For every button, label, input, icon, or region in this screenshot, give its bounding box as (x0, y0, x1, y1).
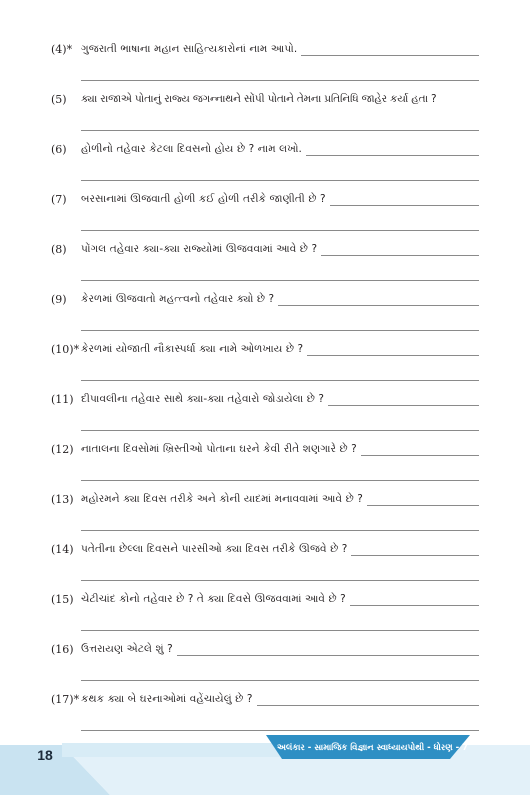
answer-line[interactable] (350, 593, 479, 606)
question-7 (51, 188, 479, 238)
question-number: (12) (51, 443, 74, 456)
question-text: કથક ક્યા બે ઘરનાઓમાં વહેંચાયેલું છે ? (81, 693, 253, 705)
question-6 (51, 138, 479, 188)
question-13 (51, 488, 479, 538)
question-text: હોળીનો તહેવાર કેટલા દિવસનો હોય છે ? નામ લખો. (81, 143, 302, 155)
answer-line[interactable] (81, 80, 479, 81)
answer-line[interactable] (81, 730, 479, 731)
answer-line[interactable] (81, 130, 479, 131)
answer-line[interactable] (330, 193, 479, 206)
answer-line[interactable] (81, 180, 479, 181)
question-number: (13) (51, 493, 74, 506)
question-10 (51, 338, 479, 388)
question-number: (10)* (51, 343, 80, 356)
question-number: (8) (51, 243, 67, 256)
page-footer (0, 735, 530, 795)
question-number: (9) (51, 293, 67, 306)
question-number: (6) (51, 143, 67, 156)
question-text: કેરળમાં યોજાતી નૌકાસ્પર્ધા ક્યા નામે ઓળખાય છે ? (81, 343, 304, 355)
answer-line[interactable] (328, 393, 479, 406)
question-text: બરસાનામાં ઊજવાતી હોળી કઈ હોળી તરીકે જાણીતી છે ? (81, 193, 326, 205)
question-text: પતેતીના છેલ્લા દિવસને પારસીઓ ક્યા દિવસ તરીકે ઊજવે છે ? (81, 543, 348, 555)
answer-line[interactable] (301, 43, 479, 56)
answer-line[interactable] (81, 580, 479, 581)
question-text: દીપાવલીના તહેવાર સાથે ક્યા-ક્યા તહેવારો જોડાયેલા છે ? (81, 393, 325, 405)
question-number: (17)* (51, 693, 80, 706)
question-12 (51, 438, 479, 488)
answer-line[interactable] (81, 280, 479, 281)
answer-line[interactable] (81, 430, 479, 431)
answer-line[interactable] (351, 543, 479, 556)
question-number: (11) (51, 393, 74, 406)
question-text: મહોરમને ક્યા દિવસ તરીકે અને કોની યાદમાં મનાવવામાં આવે છે ? (81, 493, 363, 505)
question-8 (51, 238, 479, 288)
answer-line[interactable] (307, 343, 479, 356)
question-17 (51, 688, 479, 738)
question-text: પોંગલ તહેવાર ક્યા-ક્યા રાજ્યોમાં ઊજવવામાં આવે છે ? (81, 243, 318, 255)
question-text: ક્યા રાજાએ પોતાનું રાજ્ય જગન્નાથને સોંપી પોતાને તેમના પ્રતિનિધિ જાહેર કર્યા હતા ? (81, 93, 437, 105)
answer-line[interactable] (321, 243, 479, 256)
answer-line[interactable] (81, 230, 479, 231)
question-number: (4)* (51, 43, 73, 56)
answer-line[interactable] (361, 443, 479, 456)
book-title: અલંકાર - સામાજિક વિજ્ઞાન સ્વાધ્યાયપોથી - ધોરણ - 7 (276, 743, 468, 753)
question-number: (16) (51, 643, 74, 656)
answer-line[interactable] (81, 380, 479, 381)
question-9 (51, 288, 479, 338)
question-5 (51, 88, 479, 138)
answer-line[interactable] (306, 143, 479, 156)
question-4 (51, 38, 479, 88)
question-14 (51, 538, 479, 588)
answer-line[interactable] (81, 330, 479, 331)
question-text: ગુજરાતી ભાષાના મહાન સાહિત્યકારોનાં નામ આપો. (81, 43, 298, 55)
question-number: (14) (51, 543, 74, 556)
page-number: 18 (37, 747, 53, 763)
question-16 (51, 638, 479, 688)
question-number: (7) (51, 193, 67, 206)
answer-line[interactable] (177, 643, 479, 656)
question-text: નાતાલના દિવસોમાં ખ્રિસ્તીઓ પોતાના ઘરને કેવી રીતે શણગારે છે ? (81, 443, 357, 455)
question-number: (15) (51, 593, 74, 606)
answer-line[interactable] (81, 480, 479, 481)
question-text: ચેટીચાંદ કોનો તહેવાર છે ? તે ક્યા દિવસે ઊજવવામાં આવે છે ? (81, 593, 346, 605)
question-11 (51, 388, 479, 438)
answer-line[interactable] (81, 630, 479, 631)
answer-line[interactable] (278, 293, 479, 306)
answer-line[interactable] (81, 680, 479, 681)
answer-line[interactable] (81, 530, 479, 531)
answer-line[interactable] (367, 493, 479, 506)
question-text: ઉત્તરાયણ એટલે શું ? (81, 643, 173, 655)
question-number: (5) (51, 93, 67, 106)
question-15 (51, 588, 479, 638)
answer-line[interactable] (257, 693, 480, 706)
question-text: કેરળમાં ઊજવાતો મહત્ત્વનો તહેવાર ક્યો છે ? (81, 293, 275, 305)
